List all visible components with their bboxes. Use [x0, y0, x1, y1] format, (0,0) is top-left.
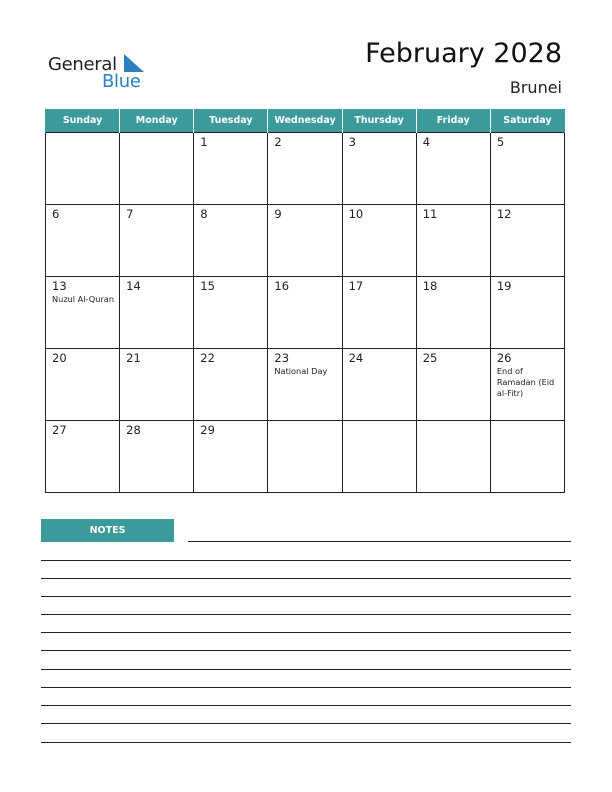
day-cell	[120, 277, 194, 349]
day-cell	[194, 277, 268, 349]
day-number: 26	[496, 351, 512, 365]
day-number: 14	[126, 279, 141, 293]
weekday-friday: Friday	[416, 109, 490, 133]
weekday-thursday: Thursday	[342, 109, 416, 133]
day-cell	[342, 205, 416, 277]
day-cell	[46, 277, 120, 349]
weekday-sunday: Sunday	[46, 109, 120, 133]
day-cell	[416, 349, 490, 421]
country-name: Brunei	[509, 78, 562, 97]
brand-blue-text: Blue	[102, 71, 141, 92]
notes-line	[41, 669, 571, 670]
notes-line	[41, 723, 571, 724]
day-cell	[46, 205, 120, 277]
notes-line	[188, 541, 571, 542]
day-number: 8	[200, 207, 208, 221]
day-cell	[194, 349, 268, 421]
day-cell	[120, 205, 194, 277]
day-number: 6	[52, 207, 60, 221]
day-number: 18	[422, 279, 438, 293]
day-cell	[416, 421, 490, 493]
notes-line	[41, 614, 571, 615]
day-cell	[490, 133, 564, 205]
logo-triangle-icon	[124, 54, 144, 72]
calendar-body	[46, 133, 565, 493]
day-cell	[120, 133, 194, 205]
day-number: 12	[496, 207, 512, 221]
day-cell	[490, 421, 564, 493]
week-row	[46, 421, 565, 493]
day-number: 3	[348, 135, 356, 149]
notes-line	[41, 650, 571, 651]
holiday-label: National Day	[274, 366, 328, 376]
day-number: 7	[126, 207, 134, 221]
day-number: 5	[496, 135, 505, 149]
notes-line	[41, 705, 571, 706]
day-number: 9	[274, 207, 282, 221]
day-number: 22	[200, 351, 215, 365]
day-cell	[268, 277, 342, 349]
day-number: 1	[200, 135, 208, 149]
day-cell	[416, 205, 490, 277]
day-number: 27	[52, 423, 67, 437]
day-number: 11	[422, 207, 438, 221]
notes-line	[41, 687, 571, 688]
day-cell	[268, 349, 342, 421]
day-number: 21	[126, 351, 141, 365]
day-number: 17	[348, 279, 364, 293]
brand-general-text: General	[48, 54, 117, 75]
day-cell	[120, 421, 194, 493]
week-row	[46, 205, 565, 277]
day-cell	[416, 277, 490, 349]
day-cell	[490, 349, 564, 421]
day-number: 16	[274, 279, 290, 293]
day-cell	[120, 349, 194, 421]
day-cell	[268, 205, 342, 277]
day-cell	[342, 277, 416, 349]
day-cell	[490, 277, 564, 349]
day-number: 4	[422, 135, 431, 149]
day-cell	[194, 421, 268, 493]
day-number: 10	[348, 207, 364, 221]
day-cell	[46, 421, 120, 493]
day-cell	[194, 133, 268, 205]
day-cell	[46, 133, 120, 205]
holiday-label: End of Ramadan (Eid al-Fitr)	[496, 366, 555, 398]
notes-line	[41, 742, 571, 743]
brand-logo	[48, 54, 158, 94]
day-number: 15	[200, 279, 215, 293]
notes-line	[41, 632, 571, 633]
day-number: 23	[274, 351, 290, 365]
day-cell	[416, 133, 490, 205]
day-cell	[342, 349, 416, 421]
week-row	[46, 349, 565, 421]
weekday-monday: Monday	[120, 109, 194, 133]
day-number: 20	[52, 351, 67, 365]
notes-label: NOTES	[41, 519, 174, 542]
week-row	[46, 133, 565, 205]
day-cell	[342, 133, 416, 205]
weekday-wednesday: Wednesday	[268, 109, 342, 133]
day-number: 29	[200, 423, 215, 437]
day-number: 24	[348, 351, 364, 365]
day-number: 19	[496, 279, 512, 293]
day-number: 13	[52, 279, 67, 293]
day-cell	[268, 133, 342, 205]
day-number: 25	[422, 351, 438, 365]
day-cell	[268, 421, 342, 493]
page-title: February 2028	[365, 38, 562, 69]
day-cell	[490, 205, 564, 277]
day-number: 28	[126, 423, 141, 437]
calendar-grid	[45, 109, 565, 493]
notes-line	[41, 578, 571, 579]
notes-line	[41, 596, 571, 597]
day-cell	[194, 205, 268, 277]
holiday-label: Nuzul Al-Quran	[52, 294, 115, 304]
weekday-tuesday: Tuesday	[194, 109, 268, 133]
day-cell	[46, 349, 120, 421]
day-cell	[342, 421, 416, 493]
notes-line	[41, 560, 571, 561]
week-row	[46, 277, 565, 349]
weekday-saturday: Saturday	[490, 109, 564, 133]
day-number: 2	[274, 135, 282, 149]
weekday-header-row	[46, 109, 565, 133]
